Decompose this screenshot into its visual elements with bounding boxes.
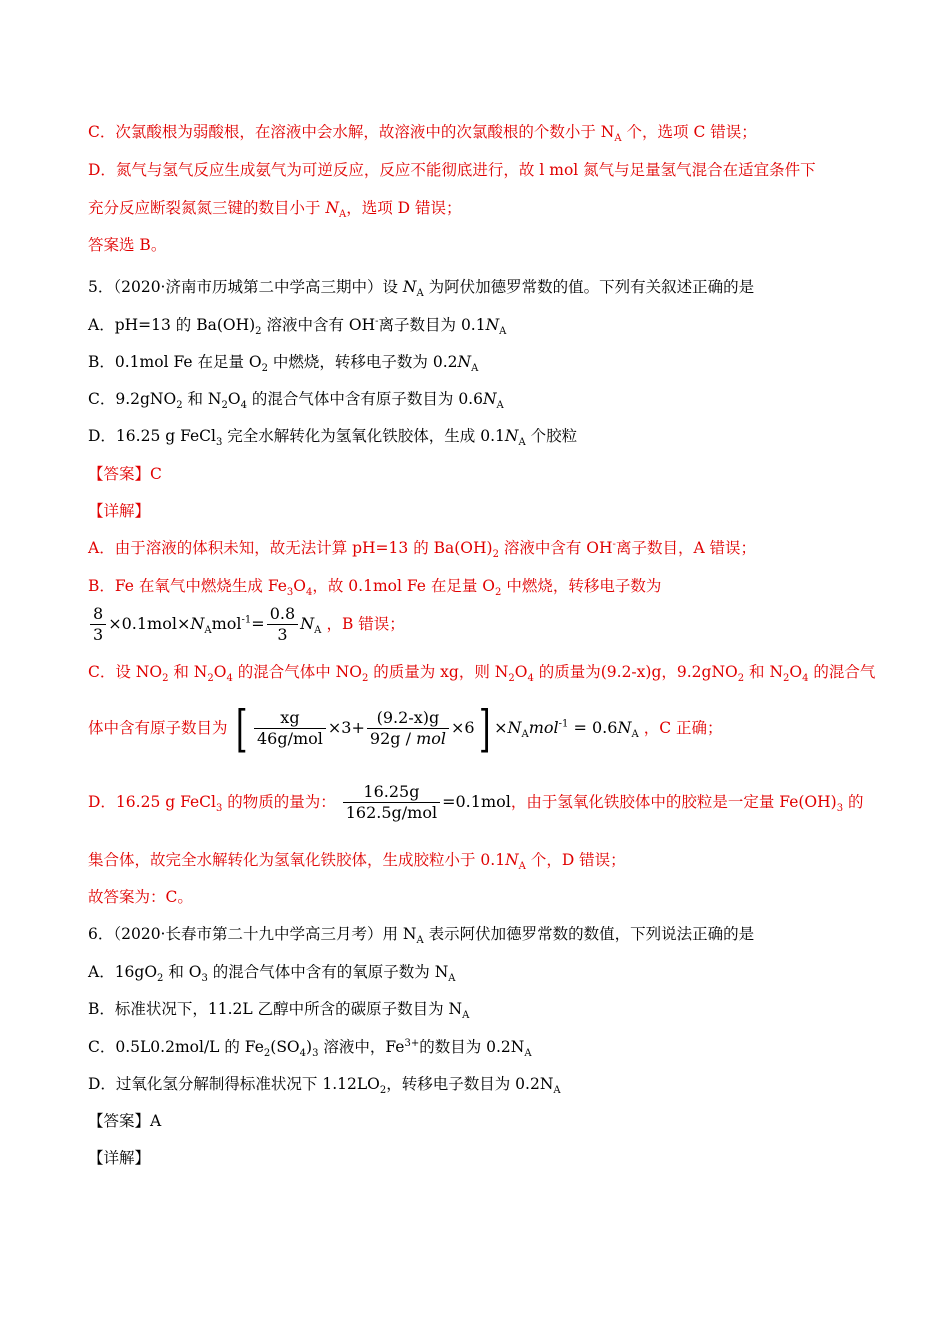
q5-explanation-b-equation: $\frac{8}{3}$ $\times 0.1mol\times N_Amol^{-1}=$ $\frac{0.8}{3}$ $N_A$ ，B 错误； — [88, 603, 405, 645]
q5-option-a: A．pH=13 的 $Ba(OH)_2$ 溶液中含有 OH-离子数目为 $0.1N_A$ — [88, 315, 507, 338]
q5-final-answer: 故答案为：C。 — [88, 888, 193, 906]
left-bracket: [ — [236, 699, 249, 758]
q5-option-c: C．9.2gNO$_2$ 和 $N_2O_4$ 的混合气体中含有原子数目为 $0.6N_A$ — [88, 390, 504, 412]
prev-answer: 答案选 B。 — [88, 236, 167, 254]
prev-option-d-explanation-line1: D．氮气与氢气反应生成氨气为可逆反应，反应不能彻底进行，故 l mol 氮气与足量氢气混合在适宜条件下 — [88, 161, 816, 179]
q5-explanation-c-line1: C．设 $NO_2$ 和 $N_2O_4$ 的混合气体中 $NO_2$ 的质量为 xg，则 $N_2O_4$ 的质量为(9.2-x)g，9.2gNO$_2$ 和 $N_2O_4$ 的混合气 — [88, 663, 876, 685]
q5-explanation-d-line1: D．16.25 g FeCl$_3$ 的物质的量为： $\frac{16.25g}{\text{162.5g/mol}}$ =0.1mol，由于氢氧化铁胶体中的胶粒是一定量 $Fe(OH)_3$ 的 — [88, 782, 864, 822]
prev-option-c-explanation: C．次氯酸根为弱酸根，在溶液中会水解，故溶液中的次氯酸根的个数小于 $N_A$ 个，选项 C 错误； — [88, 123, 757, 145]
q6-answer: 【答案】A — [88, 1112, 162, 1130]
q5-explanation-c-equation: 体中含有原子数目为 [ $\frac{xg}{\text{46g/mol}}$ ×3+ $\frac{(9.2-x)g}{\text{92g / mol}}$ $\times 6] \times N_Amol^{-1} = 0.6N_A$ ，C 正确； — [88, 699, 723, 758]
q5-detail-heading: 【详解】 — [88, 502, 151, 520]
fraction-8-3: $\frac{8}{3}$ — [90, 604, 106, 645]
q5-option-b: B．0.1mol Fe 在足量 $O_2$ 中燃烧，转移电子数为 $0.2N_A$ — [88, 353, 479, 375]
q5-answer: 【答案】C — [88, 465, 162, 483]
q6-detail-heading: 【详解】 — [88, 1149, 151, 1167]
q5-explanation-a: A．由于溶液的体积未知，故无法计算 pH=13 的 $Ba(OH)_2$ 溶液中含有 OH-离子数目，A 错误； — [88, 538, 757, 561]
prev-option-d-explanation-line2: 充分反应断裂氮氮三键的数目小于 $N_A$，选项 D 错误； — [88, 199, 462, 221]
q5-explanation-d-line2: 集合体，故完全水解转化为氢氧化铁胶体，生成胶粒小于 $0.1N_A$ 个，D 错误； — [88, 851, 626, 873]
q6-option-a: A．$16gO_2$ 和 $O_3$ 的混合气体中含有的氧原子数为 $N_A$ — [88, 963, 456, 985]
fraction-16.25-162.5: $\frac{16.25g}{\text{162.5g/mol}}$ — [343, 782, 440, 823]
fraction-9.2x-92: $\frac{(9.2-x)g}{\text{92g / mol}}$ — [367, 708, 449, 749]
right-bracket: ] — [478, 699, 491, 758]
q5-stem: 5．（2020·济南市历城第二中学高三期中）设 $N_A$ 为阿伏加德罗常数的值。下列有关叙述正确的是 — [88, 278, 755, 300]
q6-option-d: D．过氧化氢分解制得标准状况下 $1.12LO_2$，转移电子数目为 $0.2N_A$ — [88, 1075, 561, 1097]
q6-option-b: B．标准状况下，11.2L 乙醇中所含的碳原子数目为 $N_A$ — [88, 1000, 470, 1022]
fraction-0.8-3: $\frac{0.8}{3}$ — [267, 604, 298, 645]
q5-explanation-b: B．Fe 在氧气中燃烧生成 $Fe_3O_4$，故 0.1mol Fe 在足量 $O_2$ 中燃烧，转移电子数为 — [88, 577, 662, 599]
q6-stem: 6．（2020·长春市第二十九中学高三月考）用 $N_A$ 表示阿伏加德罗常数的数值，下列说法正确的是 — [88, 925, 755, 947]
fraction-x-46: $\frac{xg}{\text{46g/mol}}$ — [254, 708, 326, 749]
q6-option-c: C．0.5L0.2mol/L 的 $Fe_2(SO_4)_3$ 溶液中，$Fe^{3+}$的数目为 $0.2N_A$ — [88, 1037, 532, 1060]
q5-option-d: D．16.25 g FeCl$_3$ 完全水解转化为氢氧化铁胶体，生成 $0.1N_A$ 个胶粒 — [88, 427, 578, 449]
